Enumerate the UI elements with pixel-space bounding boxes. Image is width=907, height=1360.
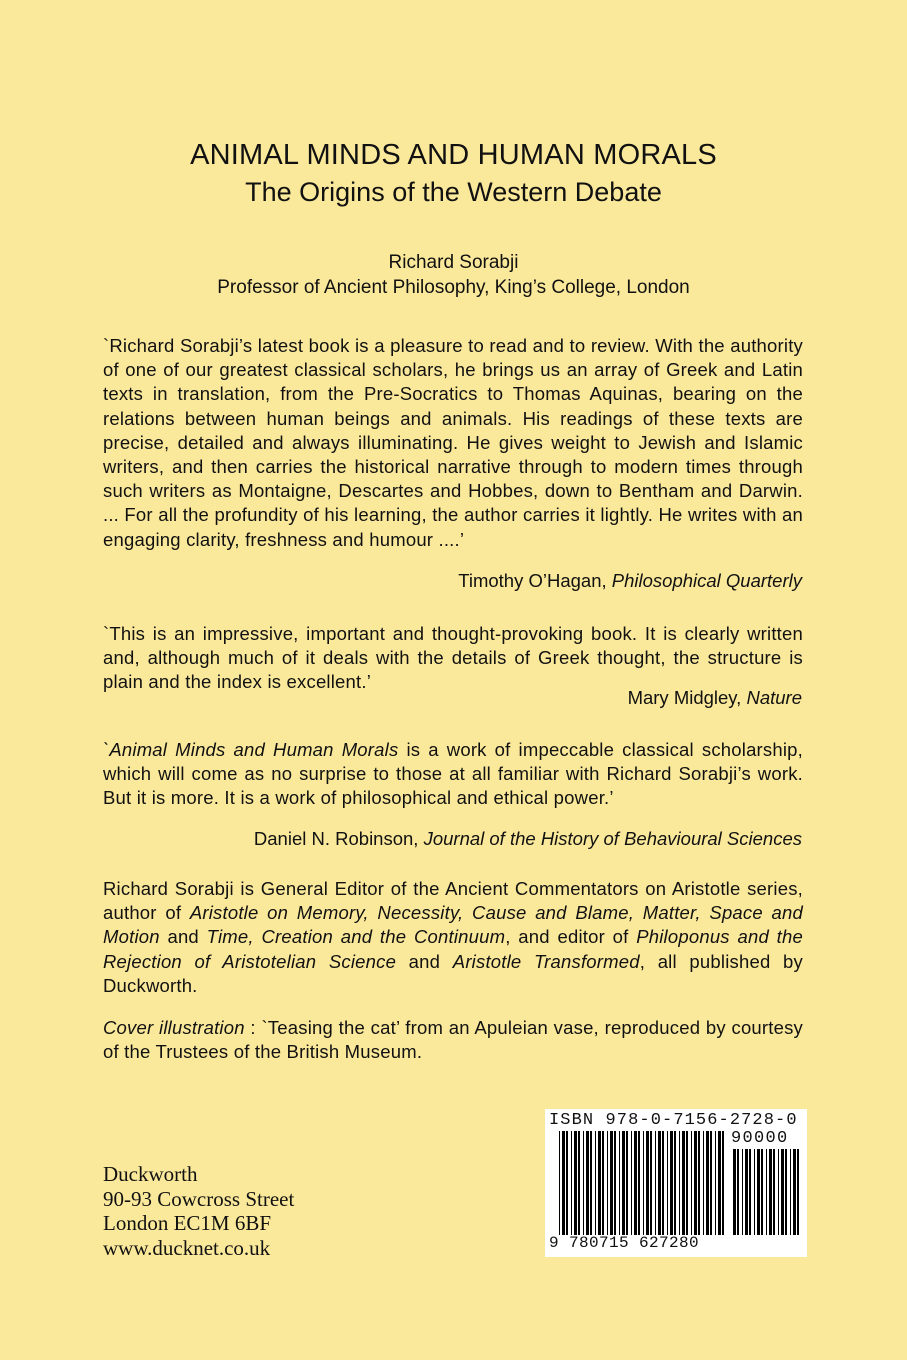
barcode-bar bbox=[583, 1131, 584, 1235]
barcode-bar bbox=[742, 1149, 743, 1235]
book-subtitle: The Origins of the Western Debate bbox=[245, 177, 662, 207]
review-quote-text: is a work of impeccable classical scholarship, which will come as no surprise to those at all familiar with Richard Sorabji’s work. But it is more. It is a work of philosophical and ethical power.’ bbox=[103, 739, 803, 809]
barcode-bar bbox=[733, 1149, 736, 1235]
cover-note-label: Cover illustration bbox=[103, 1017, 245, 1038]
cover-note-text: : `Teasing the cat’ from an Apuleian vase, reproduced by courtesy of the Trustees of the British Museum. bbox=[103, 1017, 804, 1063]
barcode-bar bbox=[566, 1131, 568, 1235]
publisher-name: Duckworth bbox=[103, 1162, 198, 1186]
barcode-bar bbox=[703, 1131, 704, 1235]
barcode-bar bbox=[698, 1131, 700, 1235]
barcode-bar bbox=[745, 1149, 748, 1235]
bio-text: and bbox=[396, 950, 453, 972]
barcode-bar bbox=[658, 1131, 661, 1235]
barcode-bar bbox=[790, 1149, 791, 1235]
review-source: Nature bbox=[746, 687, 802, 708]
barcode-bar bbox=[694, 1131, 697, 1235]
author-bio bbox=[103, 877, 803, 998]
review-source: Journal of the History of Behavioural Sciences bbox=[423, 828, 802, 849]
barcode-bars bbox=[559, 1131, 727, 1235]
publisher-website: www.ducknet.co.uk bbox=[103, 1235, 271, 1260]
barcode-bar bbox=[749, 1149, 751, 1235]
barcode-bar bbox=[710, 1131, 712, 1235]
barcode-bar bbox=[674, 1131, 676, 1235]
bio-book-title: Aristotle Transformed bbox=[452, 950, 640, 972]
publisher-city: London EC1M 6BF bbox=[103, 1211, 272, 1235]
reviewer-name: Daniel N. Robinson, bbox=[253, 828, 419, 849]
barcode-bar bbox=[574, 1131, 577, 1235]
barcode-bar bbox=[590, 1131, 592, 1235]
quoted-book-title: `Animal Minds and Human Morals bbox=[103, 739, 399, 760]
barcode-bar bbox=[631, 1131, 632, 1235]
cover-illustration-note bbox=[103, 1016, 803, 1064]
bio-text: and bbox=[159, 926, 207, 948]
review-quote bbox=[103, 738, 803, 811]
bio-text: Richard Sorabji is General Editor of the Ancient Commentators on Aristotle series, author of bbox=[103, 878, 803, 924]
barcode-bar bbox=[670, 1131, 673, 1235]
bio-book-title: Philoponus and the Rejection of Aristotelian Science bbox=[103, 926, 803, 972]
barcode-bar bbox=[686, 1131, 688, 1235]
barcode-bar bbox=[614, 1131, 616, 1235]
review-quote: `Richard Sorabji’s latest book is a pleasure to read and to review. With the authority of one of our greatest classical scholars, he brings us an array of Greek and Latin texts in translation, from the Pre-Socratics to Thomas Aquinas, bearing on the relations between human beings and animals. His readings of these texts are precise, detailed and always illuminating. He gives weight to Jewish and Islamic writers, and then carries the historical narrative through to modern times through such writers as Montaigne, Descartes and Hobbes, down to Bentham and Darwin. ... For all the profundity of his learning, the author carries it lightly. He writes with an engaging clarity, freshness and humour ....’ bbox=[103, 335, 803, 550]
barcode-bar bbox=[662, 1131, 664, 1235]
barcode-bar bbox=[562, 1131, 565, 1235]
barcode-bar bbox=[793, 1149, 796, 1235]
barcode-bar bbox=[650, 1131, 652, 1235]
barcode-bar bbox=[571, 1131, 572, 1235]
author-name: Richard Sorabji bbox=[388, 252, 519, 273]
barcode-digits: 9 780715 627280 bbox=[549, 1234, 700, 1252]
barcode-bar bbox=[778, 1149, 779, 1235]
bio-book-title: Time, Creation and the Continuum bbox=[206, 926, 506, 948]
barcode-bar bbox=[619, 1131, 620, 1235]
barcode-bar bbox=[773, 1149, 775, 1235]
barcode-bar bbox=[737, 1149, 739, 1235]
barcode-bar bbox=[706, 1131, 709, 1235]
barcode-bar bbox=[679, 1131, 680, 1235]
bio-text: , and editor of bbox=[505, 926, 637, 948]
barcode-bar bbox=[626, 1131, 628, 1235]
barcode-bar bbox=[667, 1131, 668, 1235]
barcode-bar bbox=[602, 1131, 604, 1235]
barcode-bar bbox=[646, 1131, 649, 1235]
title-block bbox=[0, 136, 907, 300]
publisher-address bbox=[103, 1162, 294, 1260]
barcode-bar bbox=[722, 1131, 724, 1235]
reviewer-name: Mary Midgley, bbox=[627, 687, 742, 708]
barcode-bar bbox=[691, 1131, 692, 1235]
review-attribution bbox=[254, 827, 802, 851]
barcode-bar bbox=[761, 1149, 763, 1235]
barcode-bar bbox=[682, 1131, 685, 1235]
barcode-bar bbox=[578, 1131, 580, 1235]
review-attribution bbox=[628, 686, 802, 710]
barcode-bar bbox=[638, 1131, 640, 1235]
addon-barcode-bars bbox=[733, 1149, 801, 1235]
barcode-bar bbox=[559, 1131, 560, 1235]
isbn-number: ISBN 978-0-7156-2728-0 bbox=[549, 1111, 798, 1130]
reviewer-name: Timothy O’Hagan, bbox=[458, 570, 607, 591]
author-affiliation: Professor of Ancient Philosophy, King’s College, London bbox=[217, 277, 690, 298]
barcode-bar bbox=[769, 1149, 772, 1235]
bio-text: , all published by Duckworth. bbox=[103, 950, 803, 996]
barcode-bar bbox=[718, 1131, 721, 1235]
barcode-bar bbox=[797, 1149, 799, 1235]
price-code: 90000 bbox=[731, 1129, 789, 1148]
bio-book-title: Aristotle on Memory, Necessity, Cause and Blame, Matter, Space and Motion bbox=[103, 902, 803, 948]
barcode-bar bbox=[785, 1149, 787, 1235]
review-quote: `This is an impressive, important and thought-provoking book. It is clearly written and, although much of it deals with the details of Greek thought, the structure is plain and the index is excellent.’ bbox=[103, 623, 803, 693]
barcode-bar bbox=[655, 1131, 656, 1235]
barcode-bar bbox=[754, 1149, 755, 1235]
barcode-bar bbox=[598, 1131, 601, 1235]
barcode-bar bbox=[610, 1131, 613, 1235]
book-title: ANIMAL MINDS AND HUMAN MORALS bbox=[190, 139, 717, 171]
barcode-bar bbox=[595, 1131, 596, 1235]
barcode-bar bbox=[715, 1131, 716, 1235]
publisher-street: 90-93 Cowcross Street bbox=[103, 1186, 295, 1211]
review-attribution bbox=[458, 569, 802, 593]
barcode-bar bbox=[766, 1149, 767, 1235]
barcode-bar bbox=[781, 1149, 784, 1235]
review-source: Philosophical Quarterly bbox=[611, 570, 802, 591]
barcode-bar bbox=[757, 1149, 760, 1235]
barcode-bar bbox=[634, 1131, 637, 1235]
barcode-bar bbox=[586, 1131, 589, 1235]
barcode-bar bbox=[622, 1131, 625, 1235]
barcode-bar bbox=[607, 1131, 608, 1235]
barcode-bar bbox=[643, 1131, 644, 1235]
isbn-barcode bbox=[545, 1109, 807, 1257]
